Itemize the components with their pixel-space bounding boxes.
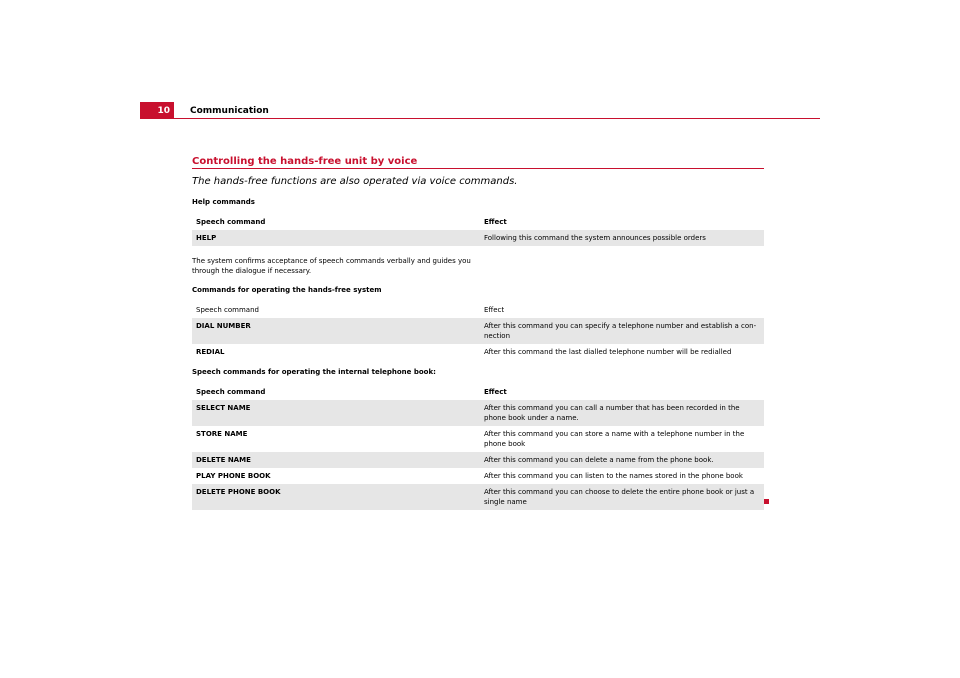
table-header-row [192, 384, 764, 400]
column-header-speech-command: Speech command [196, 388, 266, 396]
command-cell: DIAL NUMBER [192, 318, 480, 344]
section-title: Communication [190, 106, 269, 116]
effect-cell: Following this command the system announces possible orders [480, 230, 764, 246]
phonebook-commands-table [192, 384, 764, 510]
title-divider [192, 168, 764, 169]
table-header-row [192, 214, 764, 230]
section-end-marker [764, 499, 769, 504]
article-intro: The hands-free functions are also operated via voice commands. [192, 176, 518, 187]
header-divider [140, 118, 820, 119]
page-number: 10 [140, 102, 174, 118]
column-header-effect: Effect [484, 218, 507, 226]
column-header-speech-command: Speech command [196, 306, 259, 314]
effect-cell: After this command you can listen to the names stored in the phone book [484, 472, 743, 480]
table-row [192, 230, 764, 246]
command-cell: HELP [192, 230, 480, 246]
effect-cell: After this command you can delete a name from the phone book. [480, 452, 764, 468]
command-cell: PLAY PHONE BOOK [196, 472, 271, 480]
table-row [192, 426, 764, 452]
operating-commands-label: Commands for operating the hands-free system [192, 286, 382, 294]
confirmation-paragraph: The system confirms acceptance of speech commands verbally and guides you through the dialogue if necessary. [192, 257, 471, 275]
table-row [192, 344, 764, 360]
effect-cell: After this command you can call a number that has been recorded in the phone book under a name. [480, 400, 764, 426]
effect-cell: After this command the last dialled telephone number will be redialled [484, 348, 732, 356]
table-row [192, 318, 764, 344]
command-cell: SELECT NAME [192, 400, 480, 426]
help-commands-label: Help commands [192, 198, 255, 206]
effect-cell: After this command you can choose to delete the entire phone book or just a single name [480, 484, 764, 510]
phonebook-commands-label: Speech commands for operating the internal telephone book: [192, 368, 436, 376]
table-header-row [192, 302, 764, 318]
column-header-effect: Effect [484, 388, 507, 396]
operating-commands-table [192, 302, 764, 360]
table-row [192, 452, 764, 468]
help-commands-table [192, 214, 764, 246]
table-row [192, 484, 764, 510]
column-header-effect: Effect [484, 306, 505, 314]
command-cell: DELETE NAME [192, 452, 480, 468]
command-cell: DELETE PHONE BOOK [192, 484, 480, 510]
effect-cell: After this command you can specify a telephone number and establish a con-nection [480, 318, 764, 344]
effect-cell: After this command you can store a name with a telephone number in the phone book [484, 430, 745, 448]
command-cell: STORE NAME [196, 430, 248, 438]
table-row [192, 400, 764, 426]
column-header-speech-command: Speech command [196, 218, 266, 226]
article-title: Controlling the hands-free unit by voice [192, 156, 418, 167]
command-cell: REDIAL [196, 348, 225, 356]
table-row [192, 468, 764, 484]
